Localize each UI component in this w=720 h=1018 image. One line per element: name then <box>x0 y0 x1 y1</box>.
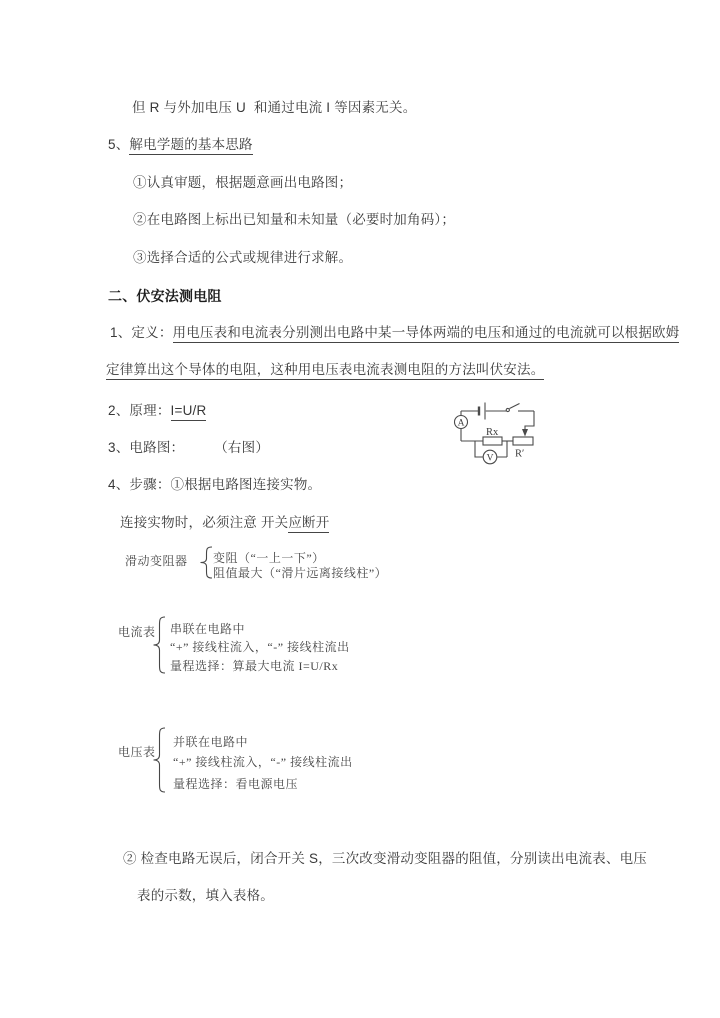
principle-formula: I=U/R <box>171 403 207 421</box>
wire <box>525 411 534 430</box>
ammeter-label: A <box>457 418 465 429</box>
ammeter-line1-text: 串联在电路中 <box>170 622 246 636</box>
item5-heading <box>108 137 253 153</box>
steps-number: 4、 <box>108 477 130 492</box>
rheostat-line1-text: 变阻（“一上一下”） <box>213 551 325 565</box>
definition-text-2: 定律算出这个导体的电阻，这种用电压表电流表测电阻的方法叫伏安法。 <box>106 362 544 380</box>
ammeter-line2-text: “+” 接线柱流入，“-” 接线柱流出 <box>170 640 350 654</box>
item5-step-2 <box>133 212 455 228</box>
rheostat-block-label <box>125 552 188 569</box>
steps-text: ①根据电路图连接实物。 <box>170 477 322 492</box>
rheostat-label: R′ <box>515 448 525 460</box>
ammeter-block-label-text: 电流表 <box>118 625 156 639</box>
voltmeter-line1-text: 并联在电路中 <box>173 735 249 749</box>
ammeter-block-line-3 <box>170 657 338 674</box>
definition-text-1: 用电压表和电流表分别测出电路中某一导体两端的电压和通过的电流就可以根据欧姆 <box>173 325 680 343</box>
closing-line2-text: 表的示数，填入表格。 <box>137 888 274 903</box>
switch-blade <box>510 404 520 409</box>
rheostat-label-text: 滑动变阻器 <box>125 554 188 568</box>
connect-note-line <box>120 515 329 531</box>
item5-title: 解电学题的基本思路 <box>129 137 252 155</box>
step-a-text: ①认真审题，根据题意画出电路图； <box>133 175 353 190</box>
principle-label: 原理： <box>129 403 171 418</box>
rx-label: Rx <box>486 427 499 438</box>
circuit-diagram-line <box>108 440 269 456</box>
principle-number: 2、 <box>108 403 130 418</box>
voltmeter-line3-text: 量程选择：看电源电压 <box>173 777 299 791</box>
ammeter-block-line-2 <box>170 638 350 655</box>
r-independence-note <box>132 100 416 116</box>
left-brace-icon <box>199 546 213 579</box>
connect-note-prefix: 连接实物时，必须注意 开关 <box>120 515 289 530</box>
definition-line-1 <box>110 325 679 341</box>
connect-note-underlined: 应断开 <box>288 515 329 533</box>
step-c-text: ③选择合适的公式或规律进行求解。 <box>133 250 353 265</box>
item5-number: 5、 <box>108 137 130 152</box>
voltmeter-line2-text: “+” 接线柱流入，“-” 接线柱流出 <box>173 755 353 769</box>
voltmeter-block-line-2 <box>173 753 353 770</box>
ammeter-block-line-1 <box>170 620 245 637</box>
principle-line <box>108 403 206 419</box>
switch-pivot <box>506 408 509 411</box>
steps-line <box>108 477 321 493</box>
circuit-item-note: （右图） <box>214 440 270 455</box>
definition-line-2 <box>106 362 544 378</box>
closing-line-1 <box>123 851 647 867</box>
rheostat-box <box>513 437 533 445</box>
voltmeter-block-line-1 <box>173 733 248 750</box>
rheostat-block-line-2 <box>213 564 387 581</box>
circuit-item-label: 电路图： <box>129 440 185 455</box>
definition-label: 定义： <box>131 325 173 340</box>
r-independence-text: 但 R 与外加电压 U 和通过电流 I 等因素无关。 <box>132 100 417 115</box>
voltmeter-block-label-text: 电压表 <box>118 745 156 759</box>
rx-resistor-box <box>483 437 502 445</box>
section-heading <box>108 288 222 304</box>
slider-arrow <box>522 429 528 437</box>
voltmeter-block-line-3 <box>173 775 298 792</box>
left-brace-icon <box>152 727 166 793</box>
section-heading-text: 二、伏安法测电阻 <box>108 288 222 304</box>
wire <box>475 441 483 457</box>
left-brace-icon <box>152 616 166 674</box>
steps-label: 步骤： <box>129 477 171 492</box>
circuit-item-number: 3、 <box>108 440 130 455</box>
closing-line-2 <box>137 888 274 904</box>
rheostat-line2-text: 阻值最大（“滑片远离接线柱”） <box>213 566 388 580</box>
voltmeter-block-label <box>118 743 156 760</box>
voltmeter-label: V <box>486 453 494 464</box>
ammeter-line3-text: 量程选择：算最大电流 I=U/Rx <box>170 659 339 673</box>
ammeter-block-label <box>118 623 156 640</box>
item5-step-1 <box>133 175 352 191</box>
definition-number: 1、 <box>110 325 132 340</box>
circuit-schematic <box>452 398 552 483</box>
step-b-text: ②在电路图上标出已知量和未知量（必要时加角码）； <box>133 212 456 227</box>
closing-line1-text: ② 检查电路无误后，闭合开关 S，三次改变滑动变阻器的阻值，分别读出电流表、电压 <box>123 851 648 866</box>
item5-step-3 <box>133 250 352 266</box>
